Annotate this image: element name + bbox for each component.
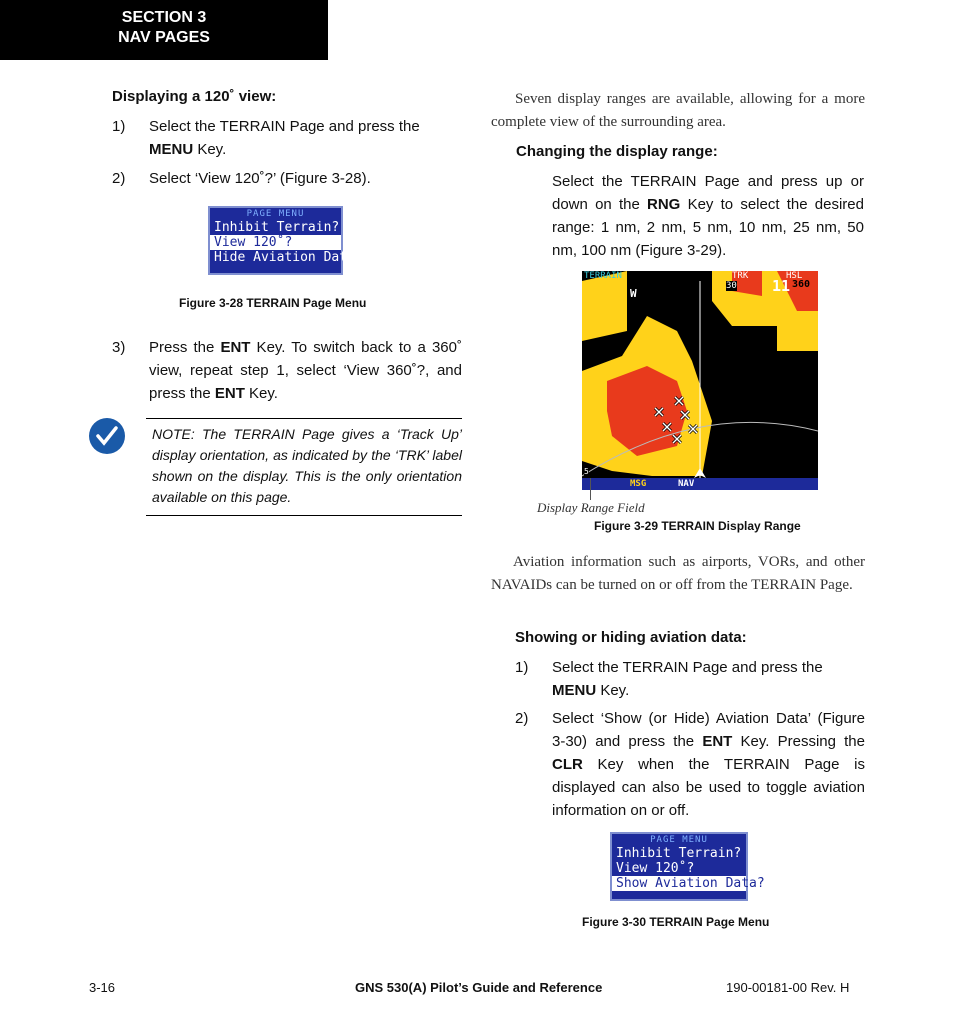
terrain-map [582,271,818,490]
menu-item-hide-aviation-data: Hide Aviation Data? [214,250,363,265]
menu-title: PAGE MENU [650,835,708,845]
screen-altitude: 11 [772,277,791,295]
screen-label-trk: TRK [732,271,749,281]
screen-msg: MSG [630,479,647,489]
footer-title: GNS 530(A) Pilot’s Guide and Reference [355,980,603,995]
intro-paragraph: Seven display ranges are available, allowing for a more complete view of the surrounding area. [491,91,865,130]
menu-item-inhibit-terrain: Inhibit Terrain? [616,846,742,861]
step-number: 1) [515,659,529,676]
step-number: 2) [112,170,126,187]
section-title: NAV PAGES [118,29,210,46]
figure-29-caption: Figure 3-29 TERRAIN Display Range [594,519,801,533]
screen-w-marker: W [630,287,637,300]
section-tab [0,0,328,60]
note-top-rule [146,418,462,419]
note-bottom-rule [146,515,462,516]
footer-doc-number: 190-00181-00 Rev. H [726,980,850,995]
aviation-step-1-text: Select the TERRAIN Page and press the MENU Key. [552,659,823,699]
heading-aviation-data: Showing or hiding aviation data: [515,629,747,646]
menu-item-view-120: View 120˚? [616,861,695,876]
aviation-step-2-text: Select ‘Show (or Hide) Aviation Data’ (Figure 3-30) and press the ENT Key. Pressing the CLR Key when the TERRAIN Page is displayed can also be used to toggle aviation information on or off. [552,710,865,819]
page-menu-figure-28 [208,206,363,275]
menu-item-show-aviation-data: Show Aviation Data? [612,876,746,891]
menu-item-view-120: View 120˚? [210,235,341,250]
screen-label-terrain: TERRAIN [584,271,622,281]
heading-display-range: Changing the display range: [516,143,718,160]
screen-range-30: 30 [726,281,737,291]
note-text: NOTE: The TERRAIN Page gives a ‘Track Up’ display orientation, as indicated by the ‘TRK’ label shown on the display. This is the only orientation available on this page. [152,426,462,505]
step-3-text: Press the ENT Key. To switch back to a 360˚ view, repeat step 1, select ‘View 360˚?, and press the ENT Key. [149,339,462,402]
step-1-text: Select the TERRAIN Page and press the MENU Key. [149,118,420,158]
display-range-field-label: Display Range Field [537,500,645,515]
step-2-text: Select ‘View 120˚?’ (Figure 3-28). [149,170,371,187]
step-number: 3) [112,339,126,356]
menu-title: PAGE MENU [246,209,305,219]
section-number: SECTION 3 [121,9,207,26]
screen-range-field: 5 [584,467,589,476]
screen-label-hsl: HSL [786,271,803,281]
step-number: 1) [112,118,126,135]
menu-item-inhibit-terrain: Inhibit Terrain? [214,220,340,235]
step-number: 2) [515,710,529,727]
heading-120-view: Displaying a 120˚ view: [112,88,277,105]
page-number: 3-16 [89,980,116,995]
page-menu-figure-30 [610,832,765,901]
display-range-leader [590,478,591,500]
terrain-display-figure [582,271,818,490]
screen-heading: 360 [792,279,811,290]
figure-28-caption: Figure 3-28 TERRAIN Page Menu [179,296,367,310]
note-icon [89,418,125,454]
aviation-paragraph: Aviation information such as airports, VORs, and other NAVAIDs can be turned on or off from the TERRAIN Page. [491,554,865,593]
screen-nav: NAV [678,479,695,489]
range-text: Select the TERRAIN Page and press up or down on the RNG Key to select the desired range: 1 nm, 2 nm, 5 nm, 10 nm, 25 nm, 50 nm, 100 nm (Figure 3-29). [552,173,864,259]
figure-30-caption: Figure 3-30 TERRAIN Page Menu [582,915,770,929]
